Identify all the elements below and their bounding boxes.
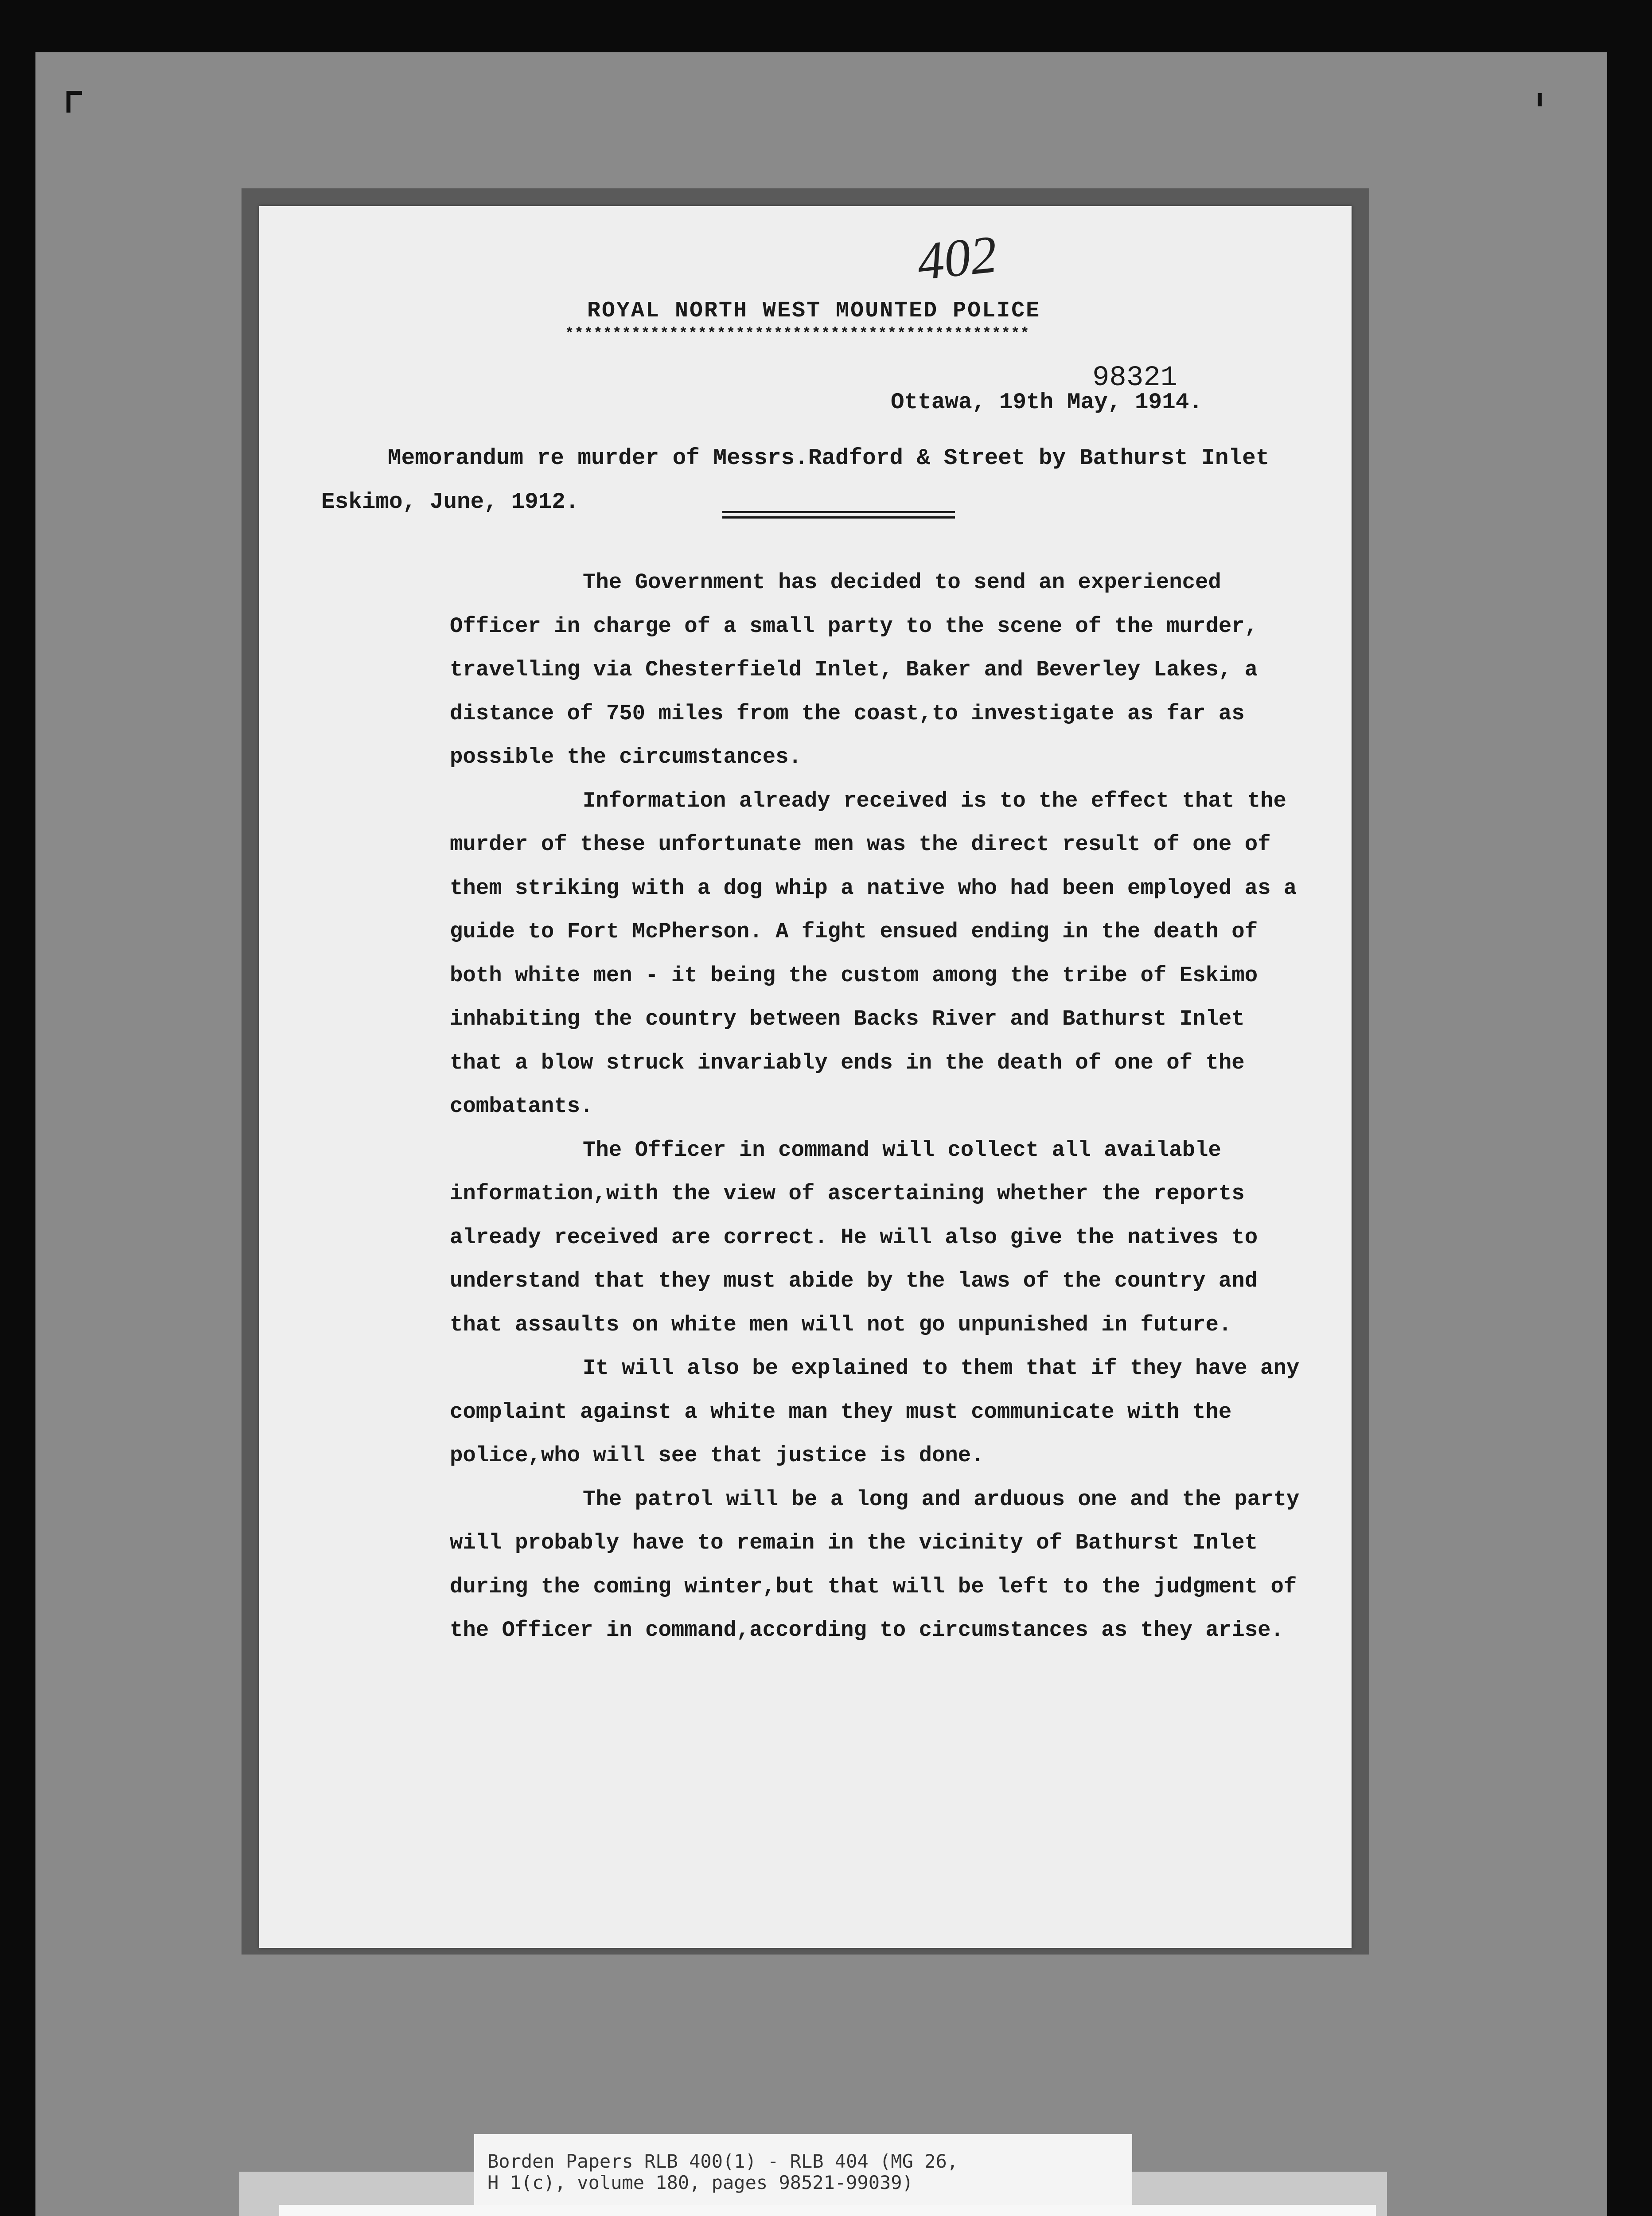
dateline: Ottawa, 19th May, 1914. (891, 390, 1203, 415)
subject-line: Memorandum re murder of Messrs.Radford & Street by Bathurst Inlet Eskimo, June, 1912. (321, 446, 1270, 515)
paragraph: The Government has decided to send an experienced Officer in charge of a small party to the scene of the murder, travelling via Chesterfield Inlet, Baker and Beverley Lakes, a distance of 750 miles from the coast,to investigate as far as possible the circumstances. (450, 570, 1258, 769)
separator-rule (722, 516, 955, 519)
collection-caption (474, 2134, 1132, 2216)
caption-line: H 1(c), volume 180, pages 98521-99039) (487, 2172, 913, 2193)
paragraph: The patrol will be a long and arduous one and the party will probably have to remain in the vicinity of Bathurst Inlet during the coming winter,but that will be left to the judgment of the Officer in command,according to circumstances as they arise. (450, 1486, 1300, 1642)
frame-corner-mark (66, 91, 82, 113)
folio-number: 402 (914, 224, 1000, 292)
memorandum-sheet (259, 206, 1352, 1948)
memo-body (450, 561, 1301, 1652)
paragraph: It will also be explained to them that if they have any complaint against a white man they must communicate with the police,who will see that justice is done. (450, 1356, 1300, 1468)
separator-rule (722, 511, 955, 513)
caption-line: Borden Papers RLB 400(1) - RLB 404 (MG 26, (487, 2150, 958, 2172)
frame-edge-mark (1538, 93, 1542, 106)
letterhead-title: ROYAL NORTH WEST MOUNTED POLICE (587, 298, 1041, 324)
paragraph: Information already received is to the effect that the murder of these unfortunate men was the direct result of one of them striking with a dog whip a native who had been employed as a guide to Fort McPherson. A fight ensued ending in the death of both white men - it being the custom among the tribe of Eskimo inhabiting the country between Backs River and Bathurst Inlet that a blow struck invariably ends in the death of one of the combatants. (450, 788, 1297, 1119)
archives-label (279, 2205, 1376, 2216)
letterhead-underline: ************************************************* (565, 326, 1030, 343)
document-number: 98321 (1092, 362, 1178, 394)
paragraph: The Officer in command will collect all available information,with the view of ascertaining whether the reports already received are correct. He will also give the natives to understand that they must abide by the laws of the country and that assaults on white men will not go unpunished in future. (450, 1137, 1258, 1337)
